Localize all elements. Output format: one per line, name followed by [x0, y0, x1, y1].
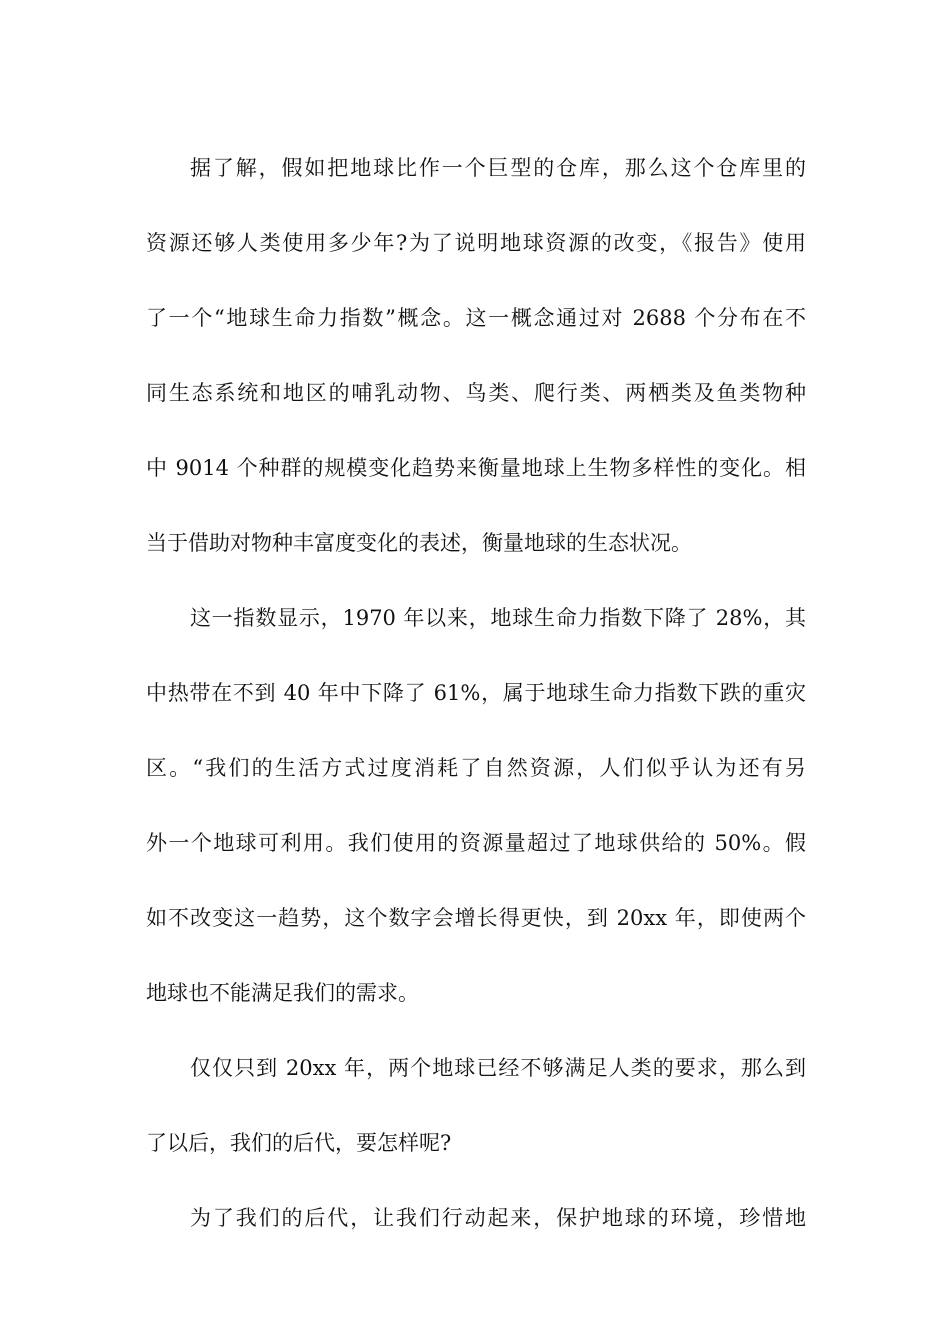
- paragraph-4: [146, 1181, 806, 1256]
- paragraph-line: 仅仅只到 20xx 年，两个地球已经不够满足人类的要求，那么到: [190, 1056, 806, 1080]
- paragraph-line: 中热带在不到 40 年中下降了 61%，属于地球生命力指数下跌的重灾: [146, 681, 806, 705]
- paragraph-line: 中 9014 个种群的规模变化趋势来衡量地球上生物多样性的变化。相: [146, 456, 806, 480]
- paragraph-2: [146, 581, 806, 1031]
- paragraph-line: 据了解，假如把地球比作一个巨型的仓库，那么这个仓库里的: [190, 156, 806, 180]
- paragraph-line: 为了我们的后代，让我们行动起来，保护地球的环境，珍惜地: [190, 1206, 806, 1230]
- paragraph-line: 如不改变这一趋势，这个数字会增长得更快，到 20xx 年，即使两个: [146, 906, 806, 930]
- paragraph-line: 资源还够人类使用多少年?为了说明地球资源的改变，《报告》使用: [146, 231, 806, 255]
- paragraph-line: 外一个地球可利用。我们使用的资源量超过了地球供给的 50%。假: [146, 831, 806, 855]
- paragraph-line: 这一指数显示，1970 年以来，地球生命力指数下降了 28%，其: [190, 606, 806, 630]
- paragraph-line: 区。“我们的生活方式过度消耗了自然资源，人们似乎认为还有另: [146, 756, 806, 780]
- document-body: [146, 131, 806, 1256]
- paragraph-line: 了一个“地球生命力指数”概念。这一概念通过对 2688 个分布在不: [146, 306, 806, 330]
- paragraph-3: [146, 1031, 806, 1181]
- paragraph-line: 同生态系统和地区的哺乳动物、鸟类、爬行类、两栖类及鱼类物种: [146, 381, 806, 405]
- paragraph-line: 了以后，我们的后代，要怎样呢?: [146, 1131, 452, 1155]
- paragraph-line: 当于借助对物种丰富度变化的表述，衡量地球的生态状况。: [146, 531, 692, 555]
- paragraph-1: [146, 131, 806, 581]
- paragraph-line: 地球也不能满足我们的需求。: [146, 981, 419, 1005]
